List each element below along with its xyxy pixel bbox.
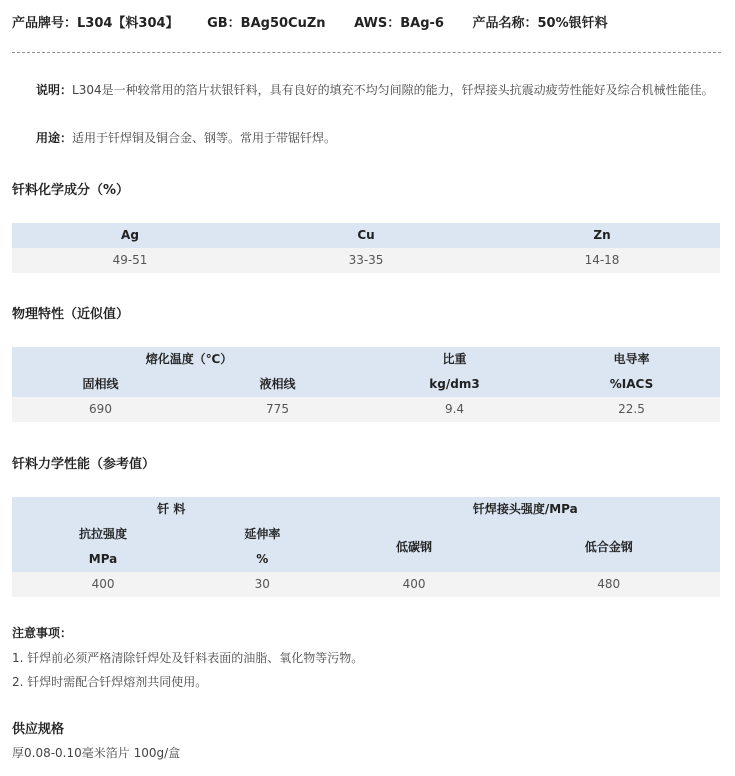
table-row [12,248,720,273]
table-row [12,572,720,597]
solidus-header: 固相线 [12,372,189,397]
density-value: 9.4 [366,397,543,422]
liquidus-header: 液相线 [189,372,366,397]
supply-value: 厚0.08-0.10毫米箔片 100g/盒 [12,746,181,760]
mechanical-table [12,497,720,597]
table-header-row [12,497,720,522]
elongation-unit: % [194,547,331,572]
melting-header: 熔化温度（℃） [12,347,366,372]
conductivity-header: 电导率 [543,347,720,372]
gb-standard: GB：BAg50CuZn [207,16,326,31]
low-alloy-header: 低合金钢 [497,522,720,572]
note-item: 2. 钎焊时需配合钎焊熔剂共同使用。 [12,675,208,689]
tensile-value: 400 [12,572,194,597]
notes-title: 注意事项： [12,626,73,640]
usage-text: 适用于钎焊铜及铜合金、钢等。常用于带锯钎焊。 [72,131,337,145]
tensile-label: 抗拉强度 [12,522,194,547]
table-header-row [12,223,720,248]
note-item: 1. 钎焊前必须严格清除钎焊处及钎料表面的油脂、氧化物等污物。 [12,651,364,665]
value-cu: 33-35 [248,248,484,273]
table-subheader-row [12,522,720,547]
elongation-label: 延伸率 [194,522,331,547]
notes-list [12,646,363,694]
conductivity-value: 22.5 [543,397,720,422]
usage-label: 用途： [36,131,73,145]
description-paragraph [36,80,719,100]
density-unit: kg/dm3 [366,372,543,397]
header-ag: Ag [12,223,248,248]
table-subheader-row [12,372,720,397]
low-carbon-header: 低碳钢 [331,522,498,572]
joint-strength-header: 钎焊接头强度/MPa [331,497,720,522]
dashed-divider [12,52,721,53]
composition-table [12,223,720,273]
mechanical-title: 钎料力学性能（参考值） [12,457,156,472]
value-ag: 49-51 [12,248,248,273]
elongation-value: 30 [194,572,331,597]
tensile-unit: MPa [12,547,194,572]
supply-title: 供应规格 [12,722,65,737]
table-row [12,397,720,422]
product-code: 产品牌号：L304【料304】 [12,16,179,31]
header-cu: Cu [248,223,484,248]
low-carbon-value: 400 [331,572,498,597]
physical-title: 物理特性（近似值） [12,307,130,322]
low-alloy-value: 480 [497,572,720,597]
solidus-value: 690 [12,397,189,422]
product-header [12,12,723,31]
description-text: L304是一种较常用的箔片状银钎料，具有良好的填充不均匀间隙的能力，钎焊接头抗震动疲劳性能好及综合机械性能佳。 [72,83,714,97]
product-name: 产品名称：50%银钎料 [472,16,608,31]
conductivity-unit: %IACS [543,372,720,397]
value-zn: 14-18 [484,248,720,273]
composition-title: 钎料化学成分（%） [12,183,130,198]
header-zn: Zn [484,223,720,248]
density-header: 比重 [366,347,543,372]
description-label: 说明： [36,83,73,97]
filler-header: 钎 料 [12,497,331,522]
aws-standard: AWS：BAg-6 [354,16,444,31]
liquidus-value: 775 [189,397,366,422]
table-header-row [12,347,720,372]
physical-table [12,347,720,422]
usage-paragraph [36,128,719,148]
